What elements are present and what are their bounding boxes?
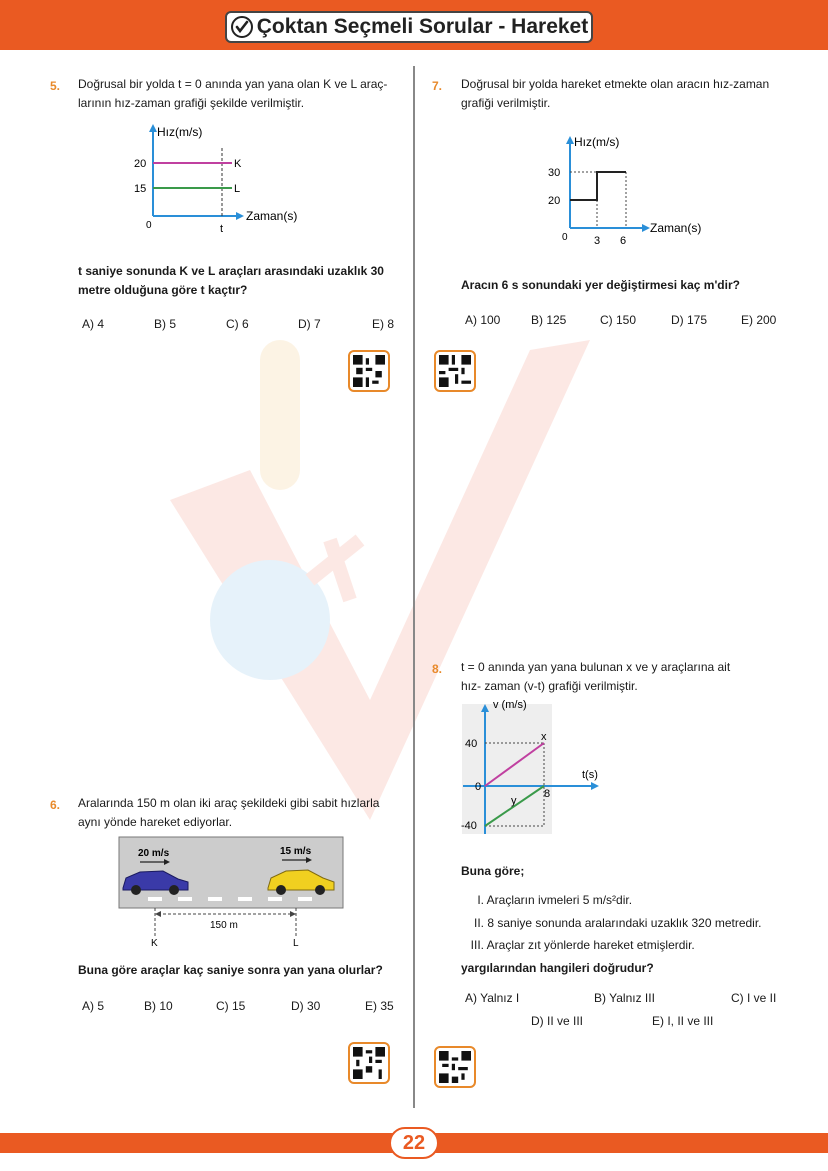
qr-code-icon xyxy=(439,1051,471,1083)
statement-roman: I. xyxy=(477,893,484,907)
page-number: 22 xyxy=(389,1127,439,1159)
q7-y-tick-20: 20 xyxy=(548,195,561,207)
q6-text-line1: Aralarında 150 m olan iki araç şekildeki gibi sabit hızlarla xyxy=(78,796,380,810)
statement-text: Araçlar zıt yönlerde hareket etmişlerdir. xyxy=(486,938,695,952)
q6-number: 6. xyxy=(50,798,61,812)
q8-y-axis-label: v (m/s) xyxy=(493,699,527,711)
q6-label-k: K xyxy=(151,938,158,948)
q5-option-e[interactable]: E) 8 xyxy=(372,317,395,331)
q6-question: Buna göre araçlar kaç saniye sonra yan yana olurlar? xyxy=(78,963,383,977)
q7-x-axis-label: Zaman(s) xyxy=(650,221,702,235)
qr-code-icon xyxy=(353,1047,385,1079)
q5-number: 5. xyxy=(50,79,61,93)
q5-label-l: L xyxy=(234,183,241,195)
title-text: Çoktan Seçmeli Sorular - Hareket xyxy=(256,15,589,38)
q7-text xyxy=(461,75,801,113)
check-circle-icon xyxy=(230,15,254,39)
q5-text xyxy=(78,75,408,113)
q8-y-tick-40: 40 xyxy=(465,738,478,750)
q6-option-b[interactable]: B) 10 xyxy=(144,999,173,1013)
q7-number: 7. xyxy=(432,79,443,93)
q8-statement-1 xyxy=(467,891,632,910)
q8-number: 8. xyxy=(432,662,443,676)
q7-option-a[interactable]: A) 100 xyxy=(465,313,501,327)
q6-label-l: L xyxy=(293,938,299,948)
statement-text: Araçların ivmeleri 5 m/s²dir. xyxy=(486,893,633,907)
q5-text-line1: Doğrusal bir yolda t = 0 anında yan yana olan K ve L araç- xyxy=(78,77,388,91)
qr-code-icon xyxy=(353,355,385,387)
q8-option-b[interactable]: B) Yalnız III xyxy=(594,991,655,1005)
q7-y-axis-label: Hız(m/s) xyxy=(574,135,620,149)
q5-option-a[interactable]: A) 4 xyxy=(82,317,105,331)
q8-x-axis-label: t(s) xyxy=(582,769,598,781)
q7-option-c[interactable]: C) 150 xyxy=(600,313,637,327)
q5-question xyxy=(78,262,408,300)
statement-roman: III. xyxy=(470,938,484,952)
q5-option-d[interactable]: D) 7 xyxy=(298,317,321,331)
q8-text-line1: t = 0 anında yan yana bulunan x ve y araçlarına ait xyxy=(461,660,731,674)
q7-question: Aracın 6 s sonundaki yer değiştirmesi kaç m'dir? xyxy=(461,278,740,292)
q5-question-line1: t saniye sonunda K ve L araçları arasındaki uzaklık 30 xyxy=(78,264,384,278)
q8-label-x: x xyxy=(541,731,547,743)
q8-question: yargılarından hangileri doğrudur? xyxy=(461,961,654,975)
q6-speed-right: 15 m/s xyxy=(280,846,312,857)
q8-qr-code[interactable] xyxy=(434,1046,476,1088)
q7-text-line1: Doğrusal bir yolda hareket etmekte olan aracın hız-zaman xyxy=(461,77,770,91)
q7-graph xyxy=(540,128,730,248)
q5-text-line2: larının hız-zaman grafiği şekilde verilmiştir. xyxy=(78,96,305,110)
q6-speed-left: 20 m/s xyxy=(138,848,170,859)
q6-distance: 150 m xyxy=(210,920,238,931)
q7-option-e[interactable]: E) 200 xyxy=(741,313,777,327)
q6-qr-code[interactable] xyxy=(348,1042,390,1084)
q5-qr-code[interactable] xyxy=(348,350,390,392)
q5-y-tick-20: 20 xyxy=(134,158,147,170)
q8-graph xyxy=(458,696,618,838)
statement-roman: II. xyxy=(473,916,484,930)
q6-option-d[interactable]: D) 30 xyxy=(291,999,321,1013)
q8-option-e[interactable]: E) I, II ve III xyxy=(652,1014,714,1028)
q8-x-tick-8: 8 xyxy=(544,788,551,800)
q5-option-b[interactable]: B) 5 xyxy=(154,317,177,331)
q5-x-axis-label: Zaman(s) xyxy=(246,209,298,223)
q6-text-line2: aynı yönde hareket ediyorlar. xyxy=(78,815,233,829)
q8-intro: Buna göre; xyxy=(461,864,525,878)
q5-question-line2: metre olduğuna göre t kaçtır? xyxy=(78,283,248,297)
page-title xyxy=(225,11,593,43)
q6-option-e[interactable]: E) 35 xyxy=(365,999,394,1013)
q8-y-tick-neg40: -40 xyxy=(461,820,477,832)
q5-y-axis-label: Hız(m/s) xyxy=(157,125,203,139)
q7-option-b[interactable]: B) 125 xyxy=(531,313,567,327)
q7-y-tick-30: 30 xyxy=(548,167,561,179)
q5-origin: 0 xyxy=(146,220,152,231)
q5-y-tick-15: 15 xyxy=(134,183,147,195)
q7-x-tick-3: 3 xyxy=(594,235,601,247)
q8-text xyxy=(461,658,801,696)
q7-origin: 0 xyxy=(562,232,568,243)
q5-option-c[interactable]: C) 6 xyxy=(226,317,249,331)
q5-label-k: K xyxy=(234,158,242,170)
statement-text: 8 saniye sonunda aralarındaki uzaklık 320 metredir. xyxy=(487,916,762,930)
q5-x-tick-t: t xyxy=(220,223,224,235)
q6-text xyxy=(78,794,408,832)
column-divider xyxy=(413,66,415,1108)
q5-graph xyxy=(120,118,320,238)
q7-text-line2: grafiği verilmiştir. xyxy=(461,96,551,110)
q7-option-d[interactable]: D) 175 xyxy=(671,313,708,327)
q8-y-tick-0: 0 xyxy=(475,781,482,793)
q8-option-d[interactable]: D) II ve III xyxy=(531,1014,584,1028)
q8-label-y: y xyxy=(511,795,517,807)
q7-x-tick-6: 6 xyxy=(620,235,627,247)
q7-qr-code[interactable] xyxy=(434,350,476,392)
q8-statement-2 xyxy=(467,914,762,933)
q6-option-c[interactable]: C) 15 xyxy=(216,999,246,1013)
q8-statement-3 xyxy=(461,936,695,955)
q8-option-c[interactable]: C) I ve II xyxy=(731,991,777,1005)
q7-velocity-line xyxy=(570,172,626,200)
q6-figure xyxy=(118,836,344,948)
q6-option-a[interactable]: A) 5 xyxy=(82,999,105,1013)
qr-code-icon xyxy=(439,355,471,387)
q8-text-line2: hız- zaman (v-t) grafiği verilmiştir. xyxy=(461,679,638,693)
q8-option-a[interactable]: A) Yalnız I xyxy=(465,991,520,1005)
